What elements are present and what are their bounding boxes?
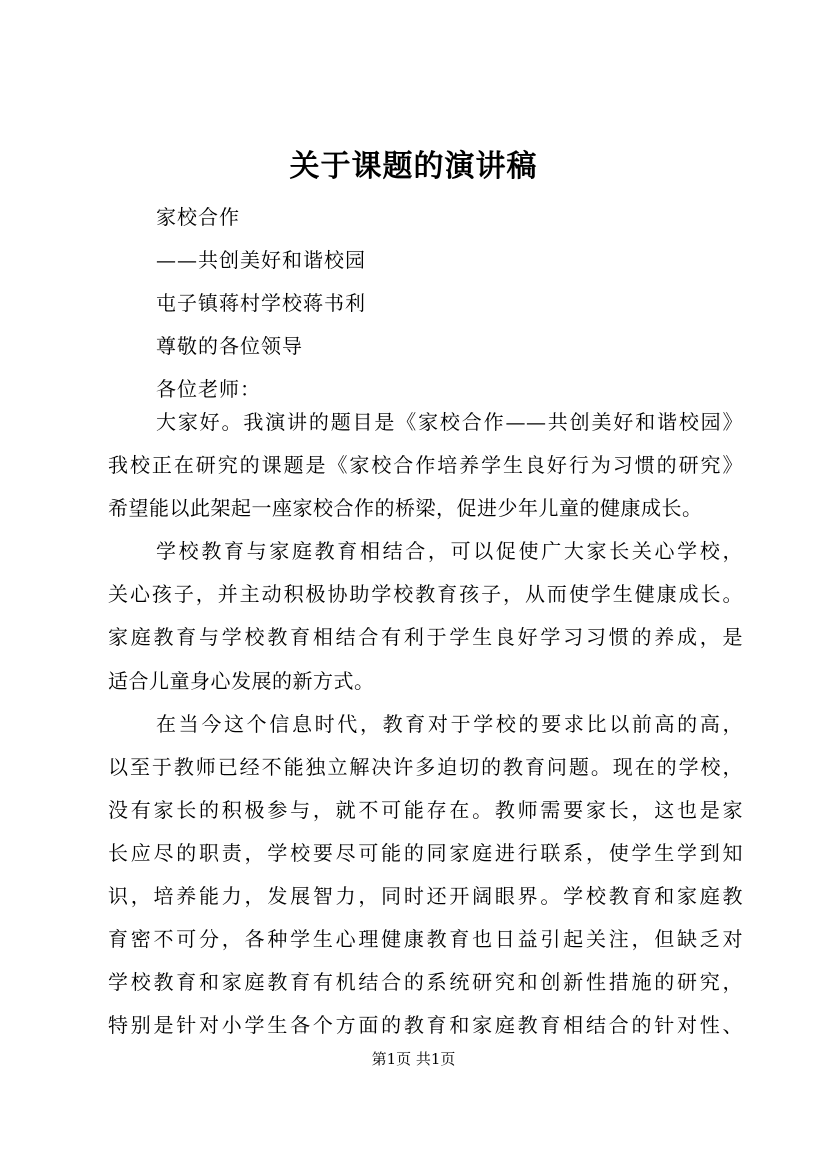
page-footer: 第1页 共1页 bbox=[371, 1050, 456, 1068]
text-line: 关心孩子，并主动积极协助学校教育孩子，从而使学生健康成长。 bbox=[108, 582, 743, 607]
text-line: 学校教育与家庭教育相结合，可以促使广大家长关心学校， bbox=[156, 539, 743, 564]
text-line: 适合儿童身心发展的新方式。 bbox=[108, 668, 375, 693]
salutation-leaders: 尊敬的各位领导 bbox=[156, 334, 303, 358]
text-line: 以至于教师已经不能独立解决许多迫切的教育问题。现在的学校， bbox=[108, 754, 743, 779]
author-line: 屯子镇蒋村学校蒋书利 bbox=[156, 291, 366, 315]
text-line: 家庭教育与学校教育相结合有利于学生良好学习习惯的养成，是 bbox=[108, 625, 743, 650]
body-text bbox=[108, 401, 743, 1047]
text-line: 育密不可分，各种学生心理健康教育也日益引起关注，但缺乏对 bbox=[108, 927, 743, 952]
text-line: 大家好。我演讲的题目是《家校合作——共创美好和谐校园》 bbox=[156, 410, 743, 434]
text-line: 我校正在研究的课题是《家校合作培养学生良好行为习惯的研究》 bbox=[108, 453, 743, 478]
text-line: 学校教育和家庭教育有机结合的系统研究和创新性措施的研究， bbox=[108, 970, 743, 995]
text-line: 长应尽的职责，学校要尽可能的同家庭进行联系，使学生学到知 bbox=[108, 840, 743, 865]
text-line: 特别是针对小学生各个方面的教育和家庭教育相结合的针对性、 bbox=[108, 1013, 743, 1038]
salutation-teachers: 各位老师： bbox=[156, 377, 261, 401]
text-line: 识，培养能力，发展智力，同时还开阔眼界。学校教育和家庭教 bbox=[108, 884, 743, 909]
text-line: 希望能以此架起一座家校合作的桥梁，促进少年儿童的健康成长。 bbox=[108, 496, 703, 521]
header-block bbox=[156, 196, 756, 411]
text-line: 在当今这个信息时代，教育对于学校的要求比以前高的高， bbox=[156, 711, 743, 736]
text-line: 没有家长的积极参与，就不可能存在。教师需要家长，这也是家 bbox=[108, 797, 743, 822]
subject-line: 家校合作 bbox=[156, 205, 240, 229]
subtitle-line: ——共创美好和谐校园 bbox=[156, 248, 366, 272]
document-title: 关于课题的演讲稿 bbox=[289, 149, 538, 184]
